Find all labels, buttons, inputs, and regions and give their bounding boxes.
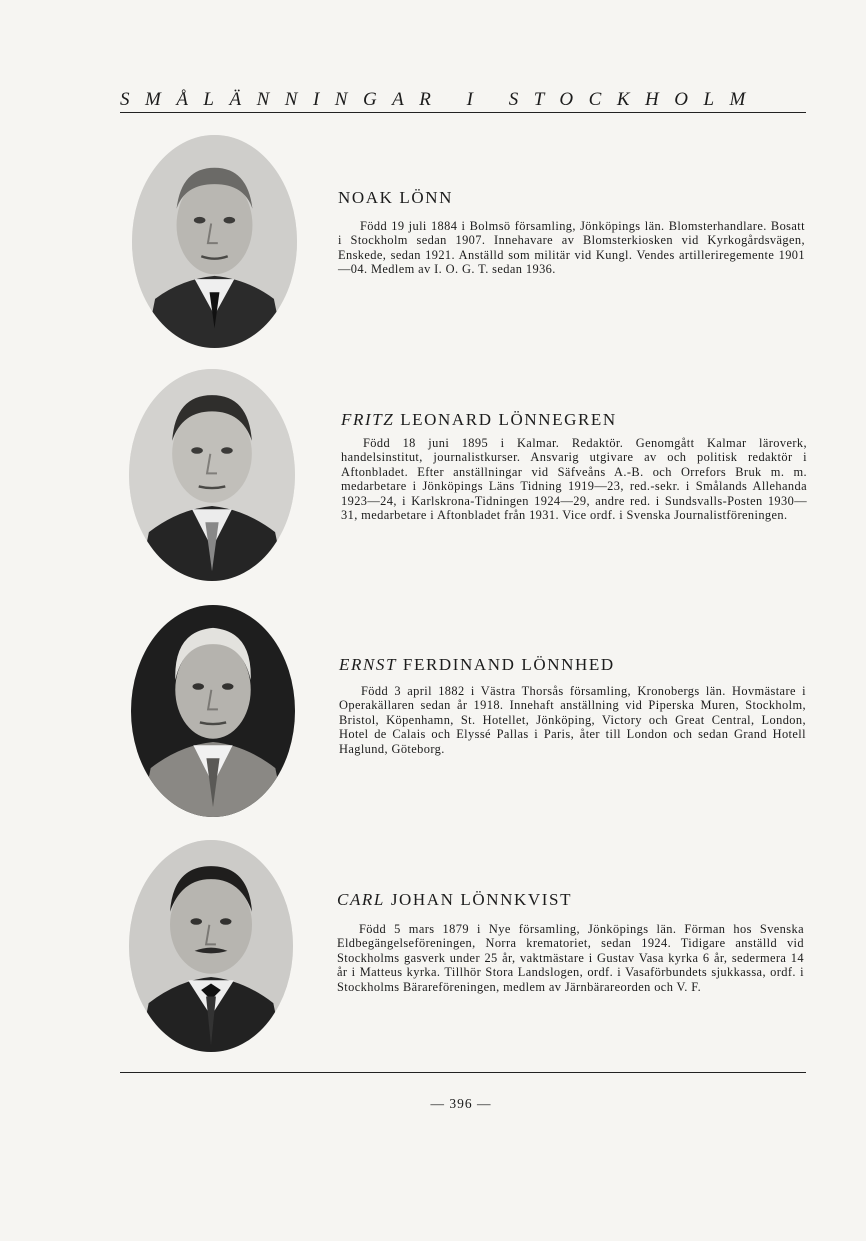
running-header: SMÅLÄNNINGAR I STOCKHOLM — [120, 89, 761, 110]
person-biography: Född 18 juni 1895 i Kalmar. Redaktör. Genomgått Kalmar läroverk, handelsinstitut, journalistkurser. Ansvarig utgivare av och politisk redaktör i Aftonbladet. Efter anställningar vid Säfveåns A.-B. och Orrefors Bruk m. m. medarbetare i Jönköpings Läns Tidning 1919—23, red.-sekr. i Smålands Allehanda 1923—24, i Karlskrona-Tidningen 1924—29, andre red. i Sundsvalls-Posten 1930—31, medarbetare i Aftonbladet från 1931. Vice ordf. i Svenska Journalistföreningen. — [341, 436, 807, 523]
person-name — [337, 890, 572, 910]
page-number: — 396 — — [430, 1096, 492, 1111]
header-rule — [120, 112, 806, 113]
person-rest-name: FERDINAND LÖNNHED — [402, 655, 615, 674]
person-biography: Född 3 april 1882 i Västra Thorsås församling, Kronobergs län. Hovmästare i Operakällaren sedan år 1918. Innehaft anställning vid Piperska Muren, Stockholm, Bristol, Köpenhamn, St. Hotellet, Jönköping, Victory och Great Central, London, Hotel de Calais och Elyssé Pallas i Paris, åter till London och sedan Grand Hotell Haglund, Göteborg. — [339, 684, 806, 756]
person-rest-name: JOHAN LÖNNKVIST — [390, 890, 573, 909]
person-biography: Född 5 mars 1879 i Nye församling, Jönköpings län. Förman hos Svenska Eldbegängelseföreningen, Norra krematoriet, sedan 1924. Tidigare anställd vid Stockholms gasverk under 25 år, vaktmästare i Gustav Vasa kyrka 6 år, sedermera 14 år i Matteus kyrka. Tillhör Stora Landslogen, ordf. i Vasaförbundets sjukkassa, ordf. i Stockholms Bärareföreningen, medlem av Järnbärareorden och V. F. — [337, 922, 804, 994]
person-first-name: NOAK — [338, 188, 394, 207]
person-name — [339, 655, 615, 675]
portrait-photo — [129, 369, 295, 581]
person-first-name: FRITZ — [341, 410, 395, 429]
person-first-name: CARL — [337, 890, 385, 909]
person-rest-name: LEONARD LÖNNEGREN — [400, 410, 617, 429]
person-name — [341, 410, 617, 430]
portrait-photo — [132, 135, 297, 348]
footer-rule — [120, 1072, 806, 1073]
person-biography: Född 19 juli 1884 i Bolmsö församling, Jönköpings län. Blomsterhandlare. Bosatt i Stockholm sedan 1907. Innehavare av Blomsterkiosken vid Kyrkogårdsvägen, Enskede, sedan 1921. Anställd som militär vid Kungl. Vendes artilleriregemente 1901—04. Medlem av I. O. G. T. sedan 1936. — [338, 219, 805, 277]
person-rest-name: LÖNN — [399, 188, 453, 207]
portrait-photo — [131, 605, 295, 817]
person-first-name: ERNST — [339, 655, 398, 674]
person-name — [338, 188, 453, 208]
portrait-photo — [129, 840, 293, 1052]
